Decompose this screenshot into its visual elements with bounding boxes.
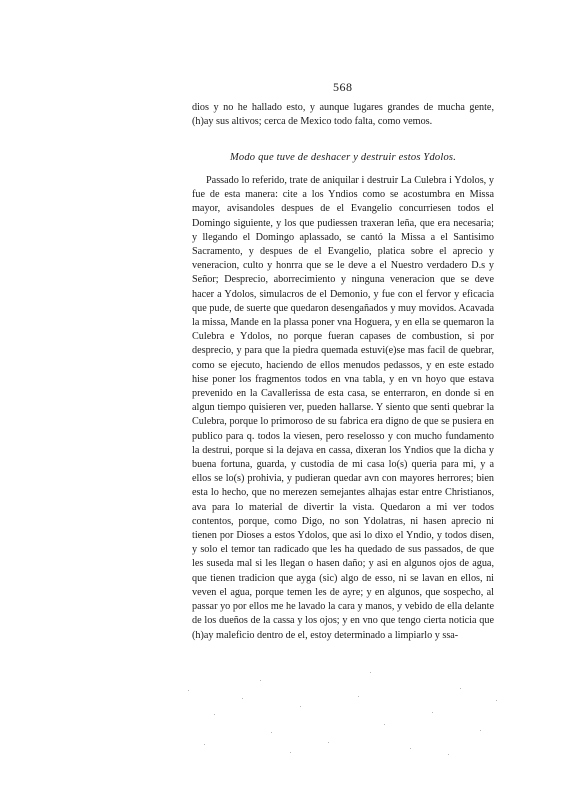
body-text: Passado lo referido, trate de aniquilar i destruir La Culebra i Ydolos, y fue de esta manera: cite a los Yndios como se acostumbra en Missa mayor, avisandoles despues de el Evangelio concurriesen todos el Domingo siguiente, y los que pudiessen traxeran leña, que era necesaria; y llegando el Domingo aplassado, se cantó la Missa a el Santisimo Sacramento, y despues de el Evangelio, platica sobre el aprecio y veneracion, culto y honrra que se le deve a el Nuestro verdadero D.s y Señor; Desprecio, aborrecimiento y ninguna veneracion que se deve hacer a Ydolos, simulacros de el Demonio, y fue con el fervor y eficacia que pude, de suerte que quedaron desengañados y muy movidos. Acavada la missa, Mande en la plassa poner vna Hoguera, y en ella se quemaron la Culebra e Ydolos, no porque fueran capases de combustion, si por desprecio, y para que la piedra quemada estuvi(e)se mas facil de quebrar, como se ejecuto, haciendo de ellos menudos pedassos, y en este estado hise poner los fragmentos todos en vna tabla, y en vn hoyo que estava prevenido en la Cavallerissa de esta casa, se enterraron, en donde si en algun tiempo quisieren ver, pueden hallarse. Y siento que senti quebrar la Culebra, porque lo primoroso de su fabrica era digno de que se pusiera en publico para q. todos la viesen, pero reselosso y con mucho fundamento la destrui, porque si la dejava en cassa, dixeran los Yndios que la dicha y buena fortuna, guarda, y custodia de mi casa lo(s) queria para mi, y a ellos se lo(s) prohivia, y pudieran quedar avn con mayores herrores; bien esta lo hecho, que no merezen semejantes alhajas estar entre Christianos, ava para lo material de divertir la vista. Quedaron a mi ver todos contentos, porque, como Digo, no son Ydolatras, ni hasen aprecio ni tienen por Dioses a estos Ydolos, que asi lo dixo el Yndio, y todos disen, y solo el temor tan radicado que les ha quedado de sus passados, de que les suseda mal si les llegan o hasen daño; y asi en algunos ojos de agua, que tienen tradicion que ayga (sic) algo de esso, ni se lavan en ellos, ni veven el agua, porque temen les de ayre; y en algunos, que sospecho, al passar yo por ellos me he lavado la cara y manos, y vebido de ella delante de los dueños de la cassa y los ojos; y en vno que tengo cierta noticia que (h)ay maleficio dentro de el, estoy determinado a limpiarlo y ssa- [192, 175, 494, 641]
intro-paragraph [192, 101, 494, 129]
body-paragraph [192, 174, 494, 643]
section-heading: Modo que tuve de deshacer y destruir estos Ydolos. [229, 152, 457, 163]
intro-text: dios y no he hallado esto, y aunque lugares grandes de mucha gente, (h)ay sus altivos; cerca de Mexico todo falta, como vemos. [192, 102, 494, 128]
page-number: 568 [333, 80, 353, 94]
scan-noise [170, 660, 510, 760]
